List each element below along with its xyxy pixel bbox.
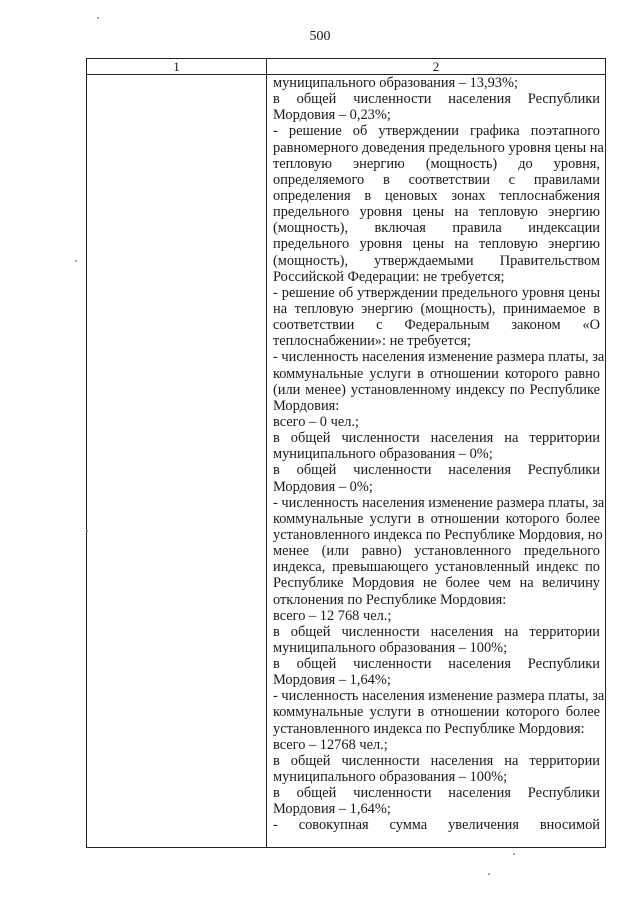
- text-line: Российской Федерации: не требуется;: [273, 268, 505, 285]
- text-line: Мордовия:: [273, 397, 340, 414]
- column-2-text: [267, 75, 605, 834]
- text-line: соответствии с Федеральным законом «О: [273, 317, 600, 334]
- text-line: - совокупная сумма увеличения вносимой: [273, 817, 600, 834]
- text-line: муниципального образования – 100%;: [273, 639, 508, 656]
- text-line: Мордовия – 1,64%;: [273, 801, 391, 818]
- column-1-cell: [87, 75, 267, 848]
- column-2-header: 2: [267, 59, 606, 75]
- text-line: Мордовия – 1,64%;: [273, 672, 391, 689]
- page-number: 500: [309, 29, 331, 44]
- text-line: в общей численности населения на территории: [273, 752, 600, 769]
- text-line: в общей численности населения Республики: [273, 785, 600, 802]
- text-line: коммунальные услуги в отношении которого более: [273, 704, 600, 721]
- text-line: - численность населения изменение размера платы, за: [273, 494, 605, 511]
- scan-speck: [75, 260, 77, 262]
- text-line: предельного уровня цены на тепловую энергию: [273, 204, 600, 221]
- scan-speck: [513, 853, 515, 855]
- text-line: в общей численности населения Республики: [273, 656, 600, 673]
- text-line: (мощность), включая правила индексации: [273, 220, 600, 237]
- text-line: (или менее) установленному индексу по Республике: [273, 381, 600, 398]
- text-line: в общей численности населения на территории: [273, 430, 600, 447]
- text-line: муниципального образования – 0%;: [273, 446, 493, 463]
- text-line: всего – 12 768 чел.;: [273, 607, 392, 624]
- document-table: [86, 58, 606, 848]
- text-line: - решение об утверждении предельного уровня цены: [273, 284, 600, 301]
- scan-speck: [86, 530, 88, 532]
- text-line: в общей численности населения Республики: [273, 91, 600, 108]
- text-line: Мордовия – 0%;: [273, 478, 373, 495]
- text-line: установленного индекса по Республике Мордовия:: [273, 720, 585, 737]
- table-header-row: [87, 59, 606, 75]
- text-line: Республике Мордовия не более чем на величину: [273, 575, 600, 592]
- text-line: - численность населения изменение размера платы, за: [273, 349, 605, 366]
- text-line: Мордовия – 0,23%;: [273, 107, 391, 124]
- text-line: всего – 0 чел.;: [273, 413, 359, 430]
- text-line: муниципального образования – 100%;: [273, 769, 508, 786]
- text-line: определяемого в соответствии с правилами: [273, 171, 600, 188]
- scan-speck: [97, 17, 99, 19]
- text-line: тепловую энергию (мощность) до уровня,: [273, 155, 600, 172]
- scan-speck: [488, 873, 490, 875]
- text-line: коммунальные услуги в отношении которого равно: [273, 365, 600, 382]
- text-line: установленного индекса по Республике Мордовия, но: [273, 526, 603, 543]
- text-line: менее (или равно) установленного предельного: [273, 543, 600, 560]
- text-line: в общей численности населения на территории: [273, 623, 600, 640]
- text-line: предельного уровня цены на тепловую энергию: [273, 236, 600, 253]
- column-1-header: 1: [87, 59, 267, 75]
- text-line: - численность населения изменение размера платы, за: [273, 688, 605, 705]
- text-line: теплоснабжении»: не требуется;: [273, 333, 471, 350]
- text-line: муниципального образования – 13,93%;: [273, 75, 518, 91]
- text-line: определения в ценовых зонах теплоснабжения: [273, 187, 600, 204]
- text-line: равномерного доведения предельного уровня цены на: [273, 139, 604, 156]
- text-line: отклонения по Республике Мордовия:: [273, 591, 507, 608]
- text-line: - решение об утверждении графика поэтапного: [273, 123, 600, 140]
- table-row: [87, 75, 606, 848]
- column-2-cell: [267, 75, 606, 848]
- text-line: коммунальные услуги в отношении которого более: [273, 510, 600, 527]
- text-line: в общей численности населения Республики: [273, 462, 600, 479]
- text-line: на тепловую энергию (мощность), принимаемое в: [273, 300, 600, 317]
- text-line: индекса, превышающего установленный индекс по: [273, 559, 600, 576]
- text-line: (мощность), утверждаемыми Правительством: [273, 252, 600, 269]
- text-line: всего – 12768 чел.;: [273, 736, 388, 753]
